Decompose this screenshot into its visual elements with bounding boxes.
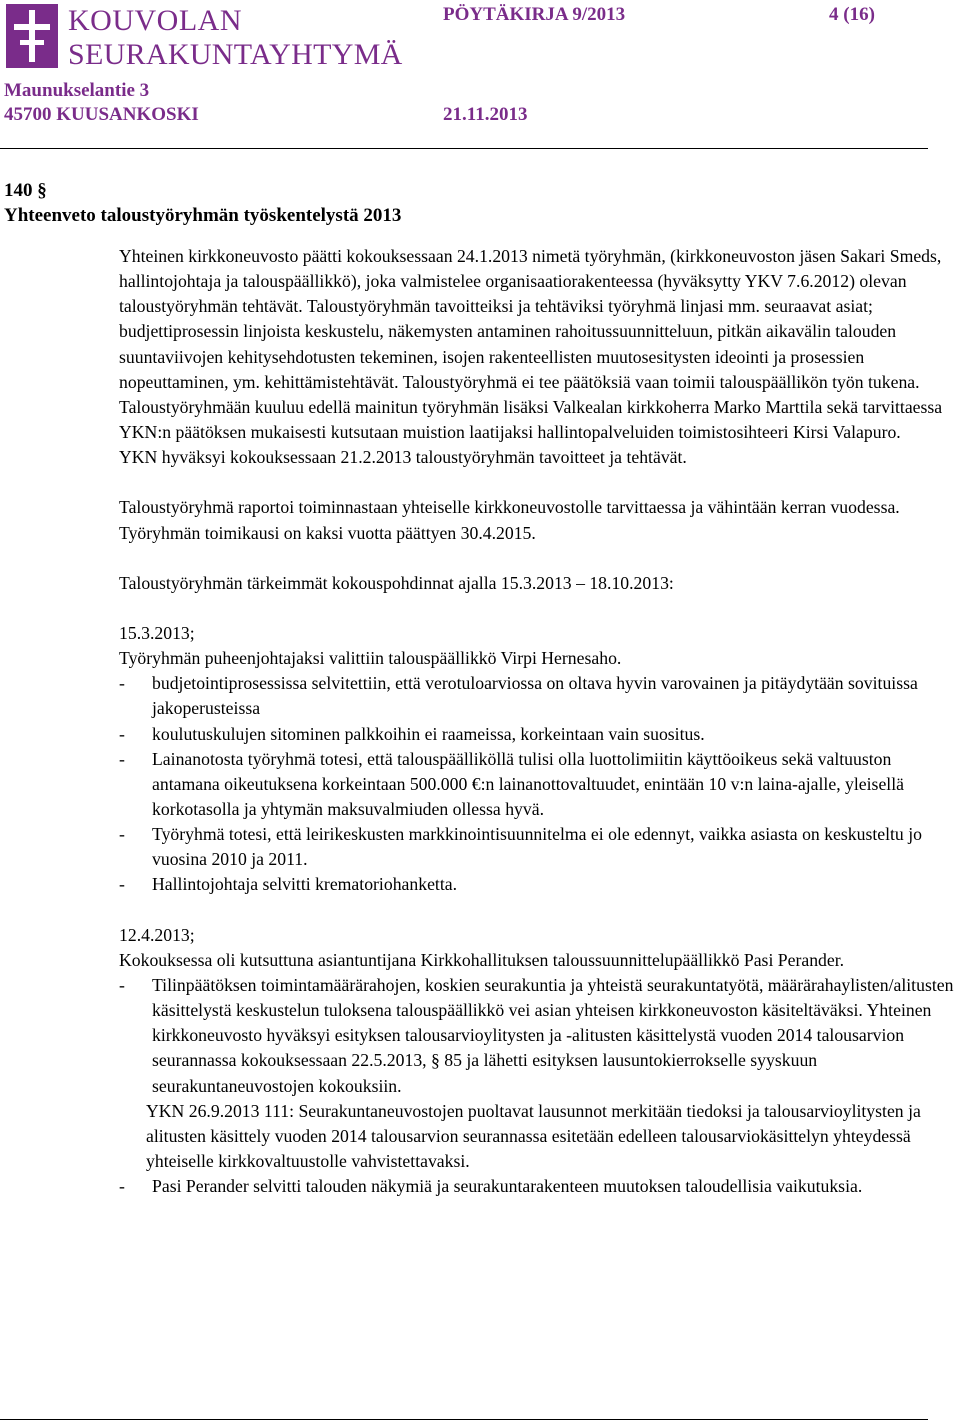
document-title: PÖYTÄKIRJA 9/2013 <box>443 4 626 25</box>
meeting-date: 15.3.2013; <box>119 622 195 643</box>
document-date: 21.11.2013 <box>443 104 528 125</box>
organization-name-line1: KOUVOLAN <box>68 4 242 37</box>
meeting-lead: Kokouksessa oli kutsuttuna asiantuntijana Kirkkohallituksen taloussuunnittelupäällikkö Pasi Perander. <box>119 949 845 970</box>
reporting-paragraph: Taloustyöryhmä raportoi toiminnastaan yhteiselle kirkkoneuvostolle tarvittaessa ja vähintään kerran vuodessa. Työryhmän toimikausi on kaksi vuotta päättyen 30.4.2015. <box>119 497 900 543</box>
meeting-date: 12.4.2013; <box>119 924 195 945</box>
list-item: - budjetointiprosessissa selvitettiin, että verotuloarviossa on oltava hyvin varovainen ja pitäydytään sovituissa jakoperusteissa <box>119 671 959 721</box>
main-topics-heading: Taloustyöryhmän tärkeimmät kokouspohdinnat ajalla 15.3.2013 – 18.10.2013: <box>119 572 674 593</box>
list-item: - Hallintojohtaja selvitti krematoriohanketta. <box>119 872 959 897</box>
address-postal: 45700 KUUSANKOSKI <box>4 104 199 125</box>
address-street: Maunukselantie 3 <box>4 80 150 101</box>
list-item: - Työryhmä totesi, että leirikeskusten markkinointisuunnitelma ei ole edennyt, vaikka asiasta on keskusteltu jo vuosina 2010 ja 2011. <box>119 822 959 872</box>
list-item: - Tilinpäätöksen toimintamäärärahojen, koskien seurakuntia ja yhteistä seurakuntatyötä, määrärahaylisten/alitusten käsittelystä keskustelun tuloksena talouspäällikkö vei asian yhteisen kirkkoneuvoston käsiteltäväksi. Yhteinen kirkkoneuvosto hyväksyi esityksen talousarvioylitysten ja -alitusten käsittelystä vuoden 2014 talousarvion seurannassa kokouksessaan 22.5.2013, § 85 ja lähetti esityksen lausuntokierrokselle syyskuun seurakuntaneuvostojen kokouksiin. <box>119 973 959 1099</box>
approval-paragraph: YKN hyväksyi kokouksessaan 21.2.2013 taloustyöryhmän tavoitteet ja tehtävät. <box>119 447 687 468</box>
document-header <box>0 0 960 130</box>
spacer <box>119 898 959 923</box>
section-number: 140 § <box>4 180 47 201</box>
list-item: - koulutuskulujen sitominen palkkoihin ei raameissa, korkeintaan vain suositus. <box>119 722 959 747</box>
header-divider <box>0 148 928 149</box>
cross-logo-icon <box>6 4 58 68</box>
list-item: - Pasi Perander selvitti talouden näkymiä ja seurakuntarakenteen muutoksen taloudellisia vaikutuksia. <box>119 1174 959 1199</box>
meeting-lead: Työryhmän puheenjohtajaksi valittiin talouspäällikkö Virpi Hernesaho. <box>119 648 622 669</box>
spacer <box>119 470 959 495</box>
spacer <box>119 596 959 621</box>
intro-paragraph: Yhteinen kirkkoneuvosto päätti kokouksessaan 24.1.2013 nimetä työryhmän, (kirkkoneuvoston jäsen Sakari Smeds, hallintojohtaja ja talouspäällikkö), joka valmistelee organisaatiorakenteessa (hyväksytty YKV 7.6.2012) olevan taloustyöryhmän tehtävät. Taloustyöryhmän tavoitteiksi ja tehtäviksi työryhmä linjasi mm. seuraavat asiat; budjettiprosessin linjoista keskustelu, näkemysten antaminen rahoitussuunnitteluun, pitkän aikavälin talouden suuntaviivojen kehitysehdotusten tekeminen, isojen rakenteellisten muutosesitysten ideointi ja prosessien nopeuttaminen, ym. kehittämistehtävät. Taloustyöryhmä ei tee päätöksiä vaan toimii talouspäällikön työn tukena. Taloustyöryhmään kuuluu edellä mainitun työryhmän lisäksi Valkealan kirkkoherra Marko Marttila sekä tarvittaessa YKN:n päätöksen mukaisesti kutsutaan muistion laatijaksi hallintopalveluiden toimistosihteeri Kirsi Valapuro. <box>119 246 943 443</box>
list-item: - Lainanotosta työryhmä totesi, että talouspäälliköllä tulisi olla luottolimiitin käyttöoikeus sekä valtuuston antamana oikeutuksena korkeintaan 500.000 €:n lainanottovaltuudet, enintään 10 v:n laina-ajalle, yleisellä korkotasolla ja yhtymän maksuvalmiuden ollessa hyvä. <box>119 747 959 822</box>
document-body <box>119 244 959 1199</box>
spacer <box>119 546 959 571</box>
board-note: YKN 26.9.2013 111: Seurakuntaneuvostojen puoltavat lausunnot merkitään tiedoksi ja talousarvioylitysten ja alitusten käsittely vuoden 2014 talousarvion seurannassa esitetään edelleen talousarviokäsittelyn yhteydessä yhteiselle kirkkovaltuustolle vahvistettavaksi. <box>146 1100 921 1171</box>
footer-divider <box>0 1419 928 1420</box>
organization-name-line2: SEURAKUNTAYHTYMÄ <box>68 38 403 71</box>
section-title: Yhteenveto taloustyöryhmän työskentelystä 2013 <box>4 205 402 226</box>
page-number: 4 (16) <box>829 4 875 25</box>
